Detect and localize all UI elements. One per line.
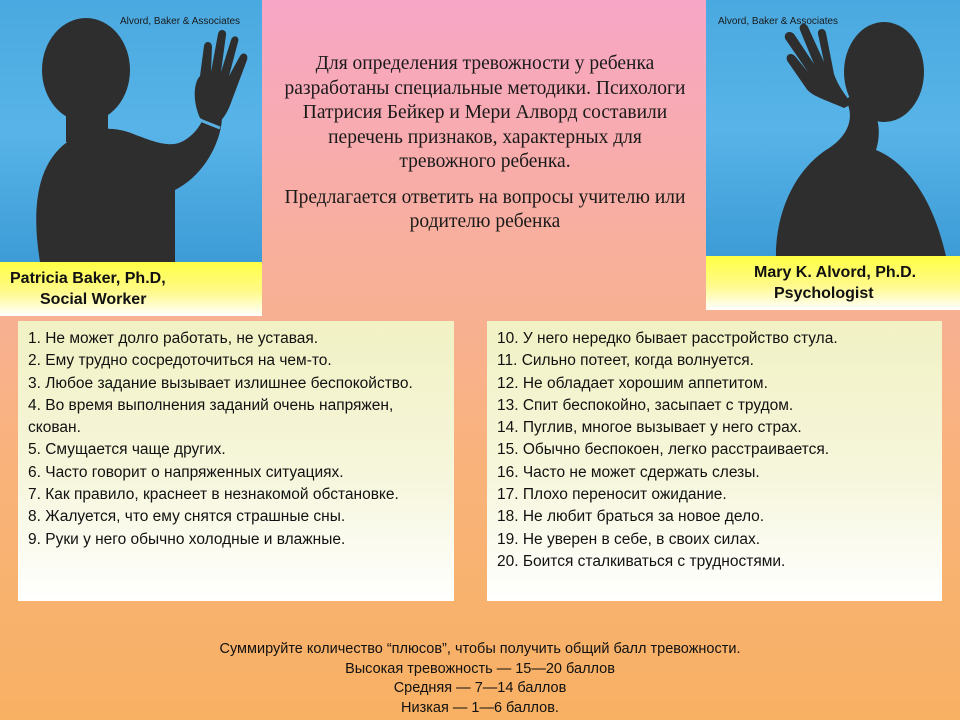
score-medium: Средняя — 7—14 баллов <box>393 680 567 696</box>
list-item: 19. Не уверен в себе, в своих силах. <box>497 530 761 548</box>
person-role: Social Worker <box>40 291 147 308</box>
score-low: Низкая — 1—6 баллов. <box>401 699 559 716</box>
list-item: 7. Как правило, краснеет в незнакомой обстановке. <box>28 486 399 504</box>
list-item: 10. У него нередко бывает расстройство стула. <box>497 330 838 347</box>
list-item: 20. Боится сталкиваться с трудностями. <box>497 552 786 570</box>
photo-credit: Alvord, Baker & Associates <box>718 16 839 27</box>
intro-text <box>278 52 692 235</box>
list-item: 14. Пуглив, многое вызывает у него страх. <box>497 419 802 437</box>
intro-paragraph: Предлагается ответить на вопросы учителю или родителю ребенка <box>284 186 686 232</box>
silhouette-icon <box>0 0 262 262</box>
list-item: 13. Спит беспокойно, засыпает с трудом. <box>497 396 794 414</box>
person-name: Patricia Baker, Ph.D, <box>10 270 166 287</box>
signs-list-right <box>487 321 942 601</box>
list-item: 5. Смущается чаще других. <box>28 441 226 459</box>
list-item: 11. Сильно потеет, когда волнуется. <box>497 352 754 370</box>
scoring-footer <box>100 640 860 718</box>
list-item: 18. Не любит браться за новое дело. <box>497 508 765 526</box>
list-item: 6. Часто говорит о напряженных ситуациях. <box>28 463 344 481</box>
list-item: 3. Любое задание вызывает излишнее беспокойство. <box>28 374 413 392</box>
list-item: 15. Обычно беспокоен, легко расстраивается. <box>497 441 830 459</box>
intro-paragraph: Для определения тревожности у ребенка разработаны специальные методики. Психологи Патрисия Бейкер и Мери Алворд составили перечень признаков, характерных для тревожного ребенка. <box>284 53 686 172</box>
photo-patricia-baker <box>0 0 262 262</box>
list-item: 17. Плохо переносит ожидание. <box>497 486 727 504</box>
nameplate-mary-alvord <box>706 256 960 310</box>
person-name: Mary K. Alvord, Ph.D. <box>754 264 917 281</box>
person-role: Psychologist <box>774 285 874 302</box>
silhouette-icon <box>706 0 960 256</box>
list-item: 16. Часто не может сдержать слезы. <box>497 463 760 481</box>
photo-mary-alvord <box>706 0 960 256</box>
photo-credit: Alvord, Baker & Associates <box>120 16 241 27</box>
list-item: 1. Не может долго работать, не уставая. <box>28 330 319 347</box>
list-item: 2. Ему трудно сосредоточиться на чем-то. <box>28 352 332 370</box>
score-high: Высокая тревожность — 15—20 баллов <box>345 660 615 677</box>
nameplate-patricia-baker <box>0 262 262 316</box>
scoring-instruction: Суммируйте количество “плюсов”, чтобы получить общий балл тревожности. <box>219 641 741 657</box>
list-item: 8. Жалуется, что ему снятся страшные сны. <box>28 508 346 526</box>
list-item: 4. Во время выполнения заданий очень напряжен, скован. <box>28 396 394 437</box>
list-item: 12. Не обладает хорошим аппетитом. <box>497 374 768 392</box>
list-item: 9. Руки у него обычно холодные и влажные. <box>28 530 346 548</box>
signs-list-left <box>18 321 454 601</box>
